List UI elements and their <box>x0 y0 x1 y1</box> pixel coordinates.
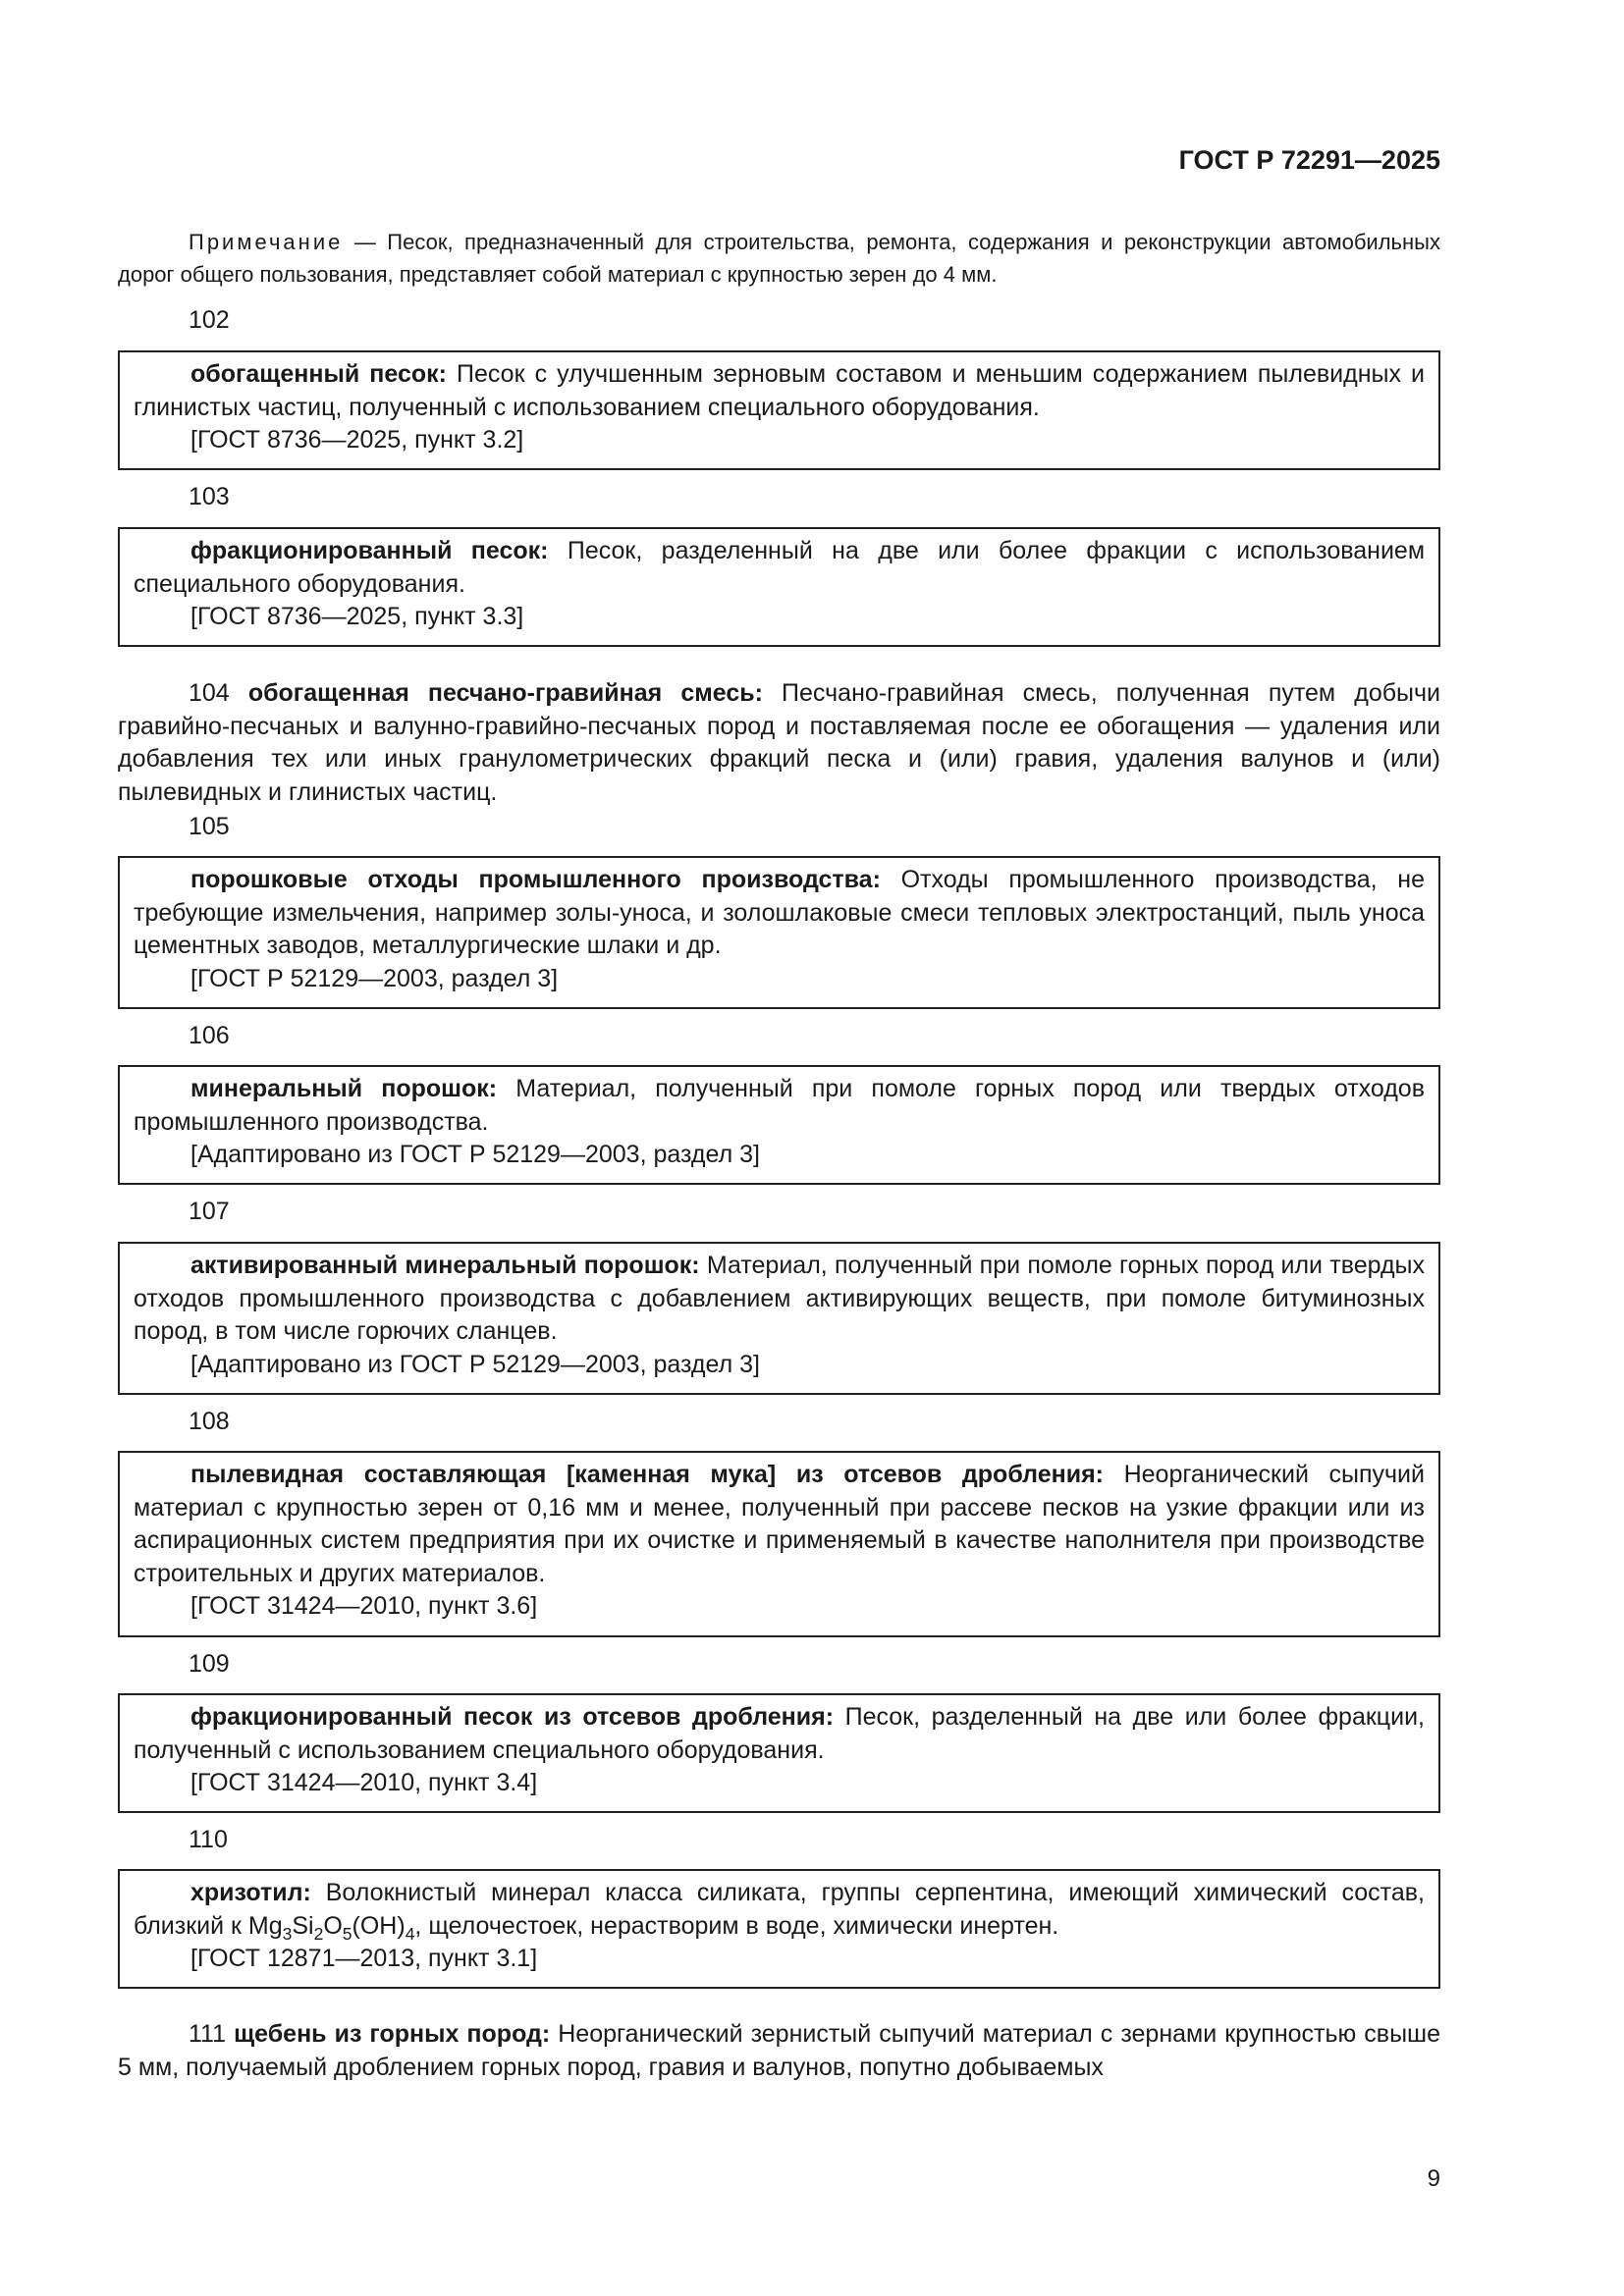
note-label: Примечание <box>189 230 344 254</box>
term-name: минеральный порошок: <box>190 1075 498 1102</box>
term-source: [ГОСТ 31424—2010, пункт 3.6] <box>190 1592 538 1620</box>
term-name: фракционированный песок: <box>190 537 549 564</box>
term-box <box>118 1242 1440 1395</box>
term-box <box>118 1451 1440 1637</box>
term-source: [ГОСТ Р 52129—2003, раздел 3] <box>190 964 559 992</box>
note-text: — Песок, предназначенный для строительства, ремонта, содержания и реконструкции автомобильных дорог общего пользования, представляет собой материал с крупностью зерен до 4 мм. <box>118 230 1440 287</box>
formula-part: (OH) <box>352 1911 406 1940</box>
entry-number: 110 <box>189 1826 228 1853</box>
term-name: щебень из горных пород: <box>234 2020 551 2048</box>
term-name: активированный минеральный порошок: <box>190 1252 700 1279</box>
term-box <box>118 527 1440 647</box>
term-box <box>118 856 1440 1009</box>
entry-number: 102 <box>189 306 230 334</box>
term-source: [Адаптировано из ГОСТ Р 52129—2003, раздел 3] <box>190 1350 760 1378</box>
term-name: обогащенный песок: <box>190 360 447 388</box>
document-header: ГОСТ Р 72291—2025 <box>1178 145 1440 175</box>
term-name: обогащенная песчано-гравийная смесь: <box>247 679 763 707</box>
term-name: фракционированный песок из отсевов дробления: <box>190 1703 835 1731</box>
term-definition: Неорганический зернистый сыпучий материал с зернами крупностью свыше 5 мм, получаемый дроблением горных пород, гравия и валунов, попутно добываемых <box>118 2020 1441 2081</box>
term-source: [ГОСТ 12871—2013, пункт 3.1] <box>190 1945 538 1972</box>
entry-number: 108 <box>189 1408 230 1435</box>
term-source: [ГОСТ 31424—2010, пункт 3.4] <box>190 1769 538 1796</box>
formula-subscript: 4 <box>405 1923 415 1944</box>
formula-subscript: 5 <box>342 1923 352 1944</box>
term-name: хризотил: <box>190 1879 311 1906</box>
term-paragraph <box>118 2018 1440 2084</box>
entry-number: 105 <box>189 813 230 840</box>
term-definition-cont: , щелочестоек, нерастворим в воде, химически инертен. <box>414 1911 1059 1940</box>
term-box <box>118 1869 1440 1989</box>
term-box <box>118 1693 1440 1813</box>
entry-number: 106 <box>189 1022 230 1049</box>
entry-number: 104 <box>189 679 230 707</box>
entry-number: 111 <box>189 2020 227 2048</box>
term-source: [Адаптировано из ГОСТ Р 52129—2003, раздел 3] <box>190 1141 760 1168</box>
term-definition: Песок с улучшенным зерновым составом и меньшим содержанием пылевидных и глинистых частиц, полученный с использованием специального оборудования. <box>134 360 1425 421</box>
term-definition: Материал, полученный при помоле горных пород или твердых отходов промышленного производства с добавлением активирующих веществ, при помоле битуминозных пород, в том числе горючих сланцев. <box>134 1252 1426 1345</box>
term-paragraph <box>118 677 1440 809</box>
term-name: пылевидная составляющая [каменная мука] из отсевов дробления: <box>190 1461 1104 1488</box>
page-number: 9 <box>1427 2165 1440 2192</box>
term-definition: Материал, полученный при помоле горных пород или твердых отходов промышленного производства. <box>134 1075 1425 1136</box>
term-definition: Неорганический сыпучий материал с крупностью зерен от 0,16 мм и менее, полученный при рассеве песков на узкие фракции или из аспирационных систем предприятия при их очистке и применяемый в качестве наполнителя при производстве строительных и других материалов. <box>134 1461 1425 1587</box>
formula-part: O <box>323 1911 343 1940</box>
entry-number: 107 <box>189 1198 230 1225</box>
term-box <box>118 1065 1440 1185</box>
entry-number: 109 <box>189 1650 230 1678</box>
term-definition: Песок, разделенный на две или более фракции, полученный с использованием специального оборудования. <box>134 1703 1425 1764</box>
note-paragraph <box>118 226 1440 291</box>
entry-number: 103 <box>189 483 230 510</box>
formula-part: Si <box>292 1911 314 1940</box>
formula-subscript: 3 <box>282 1923 293 1944</box>
term-definition: Волокнистый минерал класса силиката, группы серпентина, имеющий химический состав, близкий к Mg <box>134 1879 1425 1940</box>
formula-subscript: 2 <box>313 1923 324 1944</box>
term-source: [ГОСТ 8736—2025, пункт 3.3] <box>190 603 524 630</box>
term-box <box>118 350 1440 470</box>
term-definition: Песчано-гравийная смесь, полученная путем добычи гравийно-песчаных и валунно-гравийно-песчаных пород и поставляемая после ее обогащения — удаления или добавления тех или иных гранулометрических фракций песка и (или) гравия, удаления валунов и (или) пылевидных и глинистых частиц. <box>118 679 1440 806</box>
term-name: порошковые отходы промышленного производства: <box>190 866 881 893</box>
term-definition: Отходы промышленного производства, не требующие измельчения, например золы-уноса, и золошлаковые смеси тепловых электростанций, пыль уноса цементных заводов, металлургические шлаки и др. <box>134 866 1425 959</box>
term-source: [ГОСТ 8736—2025, пункт 3.2] <box>190 426 524 454</box>
term-definition: Песок, разделенный на две или более фракции с использованием специального оборудования. <box>134 537 1426 598</box>
